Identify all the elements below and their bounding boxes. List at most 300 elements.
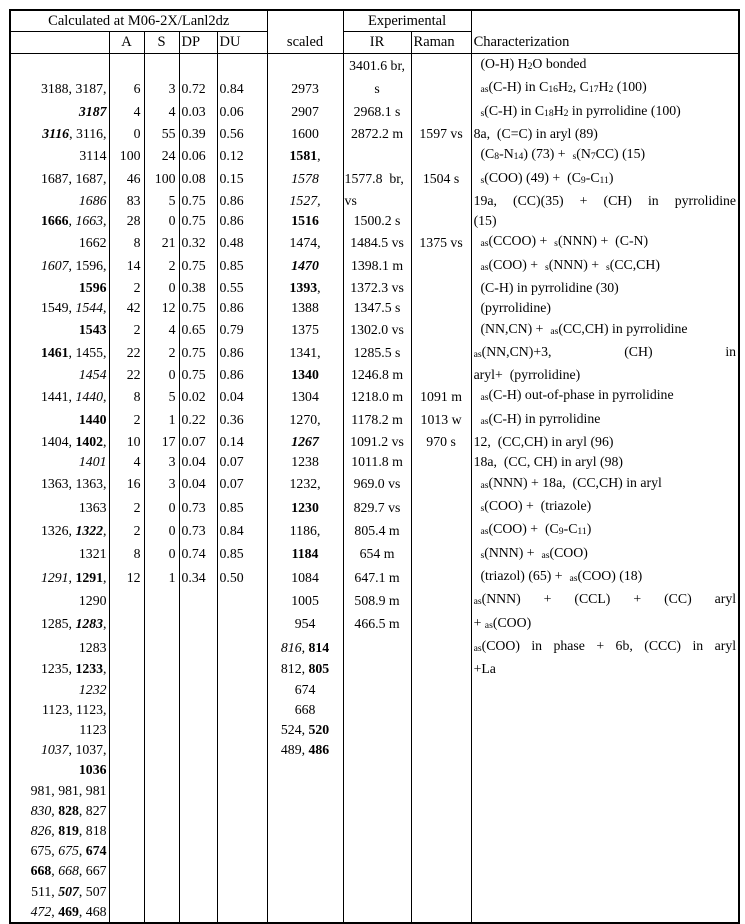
calculated-frequencies-cell: 1037, 1037, bbox=[10, 740, 109, 760]
vibrational-frequency-table bbox=[9, 9, 740, 924]
experimental-ir-cell: 1246.8 m bbox=[343, 365, 411, 385]
characterization-cell: s(COO) + (triazole) bbox=[471, 496, 739, 519]
table-row bbox=[10, 740, 739, 760]
dp-cell: 0.04 bbox=[179, 452, 217, 472]
experimental-ir-cell: 2872.2 m bbox=[343, 124, 411, 144]
calculated-frequencies-cell: 1291, 1291, bbox=[10, 566, 109, 589]
frequency-value: 1340 bbox=[291, 367, 319, 383]
dp-cell bbox=[179, 54, 217, 78]
mode-symbol-subscript: 18 bbox=[544, 107, 554, 119]
scaled-frequency-cell: 1375 bbox=[267, 319, 343, 342]
ir-intensity-a-cell bbox=[109, 636, 144, 659]
mode-symbol-subscript: s bbox=[605, 261, 610, 273]
frequency-value: 1666 bbox=[40, 213, 69, 229]
experimental-ir-cell: 1218.0 m bbox=[343, 385, 411, 408]
ir-intensity-a-cell bbox=[109, 54, 144, 78]
frequency-value: 1454 bbox=[78, 367, 107, 383]
du-cell bbox=[217, 801, 267, 821]
table-row bbox=[10, 77, 739, 100]
characterization-cell: s(NNN) + as(COO) bbox=[471, 543, 739, 566]
ir-intensity-a-cell: 6 bbox=[109, 77, 144, 100]
mode-symbol-subscript: 2 bbox=[567, 84, 573, 96]
experimental-raman-cell bbox=[411, 452, 471, 472]
ir-intensity-a-cell bbox=[109, 613, 144, 636]
table-row bbox=[10, 168, 739, 191]
mode-symbol-subscript: 8 bbox=[494, 151, 500, 163]
experimental-ir-cell bbox=[343, 821, 411, 841]
dp-cell bbox=[179, 636, 217, 659]
mode-symbol-subscript: as bbox=[550, 325, 559, 337]
table-row bbox=[10, 385, 739, 408]
characterization-cell: 12, (CC,CH) in aryl (96) bbox=[471, 432, 739, 452]
calculated-frequencies-cell bbox=[10, 278, 109, 298]
du-cell: 0.04 bbox=[217, 385, 267, 408]
frequency-value: 486 bbox=[308, 742, 330, 758]
scaled-frequency-cell bbox=[267, 760, 343, 780]
mode-symbol-subscript: 11 bbox=[599, 174, 609, 186]
header-row-groups bbox=[10, 10, 739, 32]
characterization-cell bbox=[471, 740, 739, 760]
header-col-a: A bbox=[109, 32, 144, 54]
raman-activity-s-cell bbox=[144, 902, 179, 923]
du-cell bbox=[217, 636, 267, 659]
experimental-raman-cell bbox=[411, 519, 471, 542]
characterization-cell bbox=[471, 700, 739, 720]
ir-intensity-a-cell: 10 bbox=[109, 432, 144, 452]
header-col-ir: IR bbox=[343, 32, 411, 54]
table-row bbox=[10, 760, 739, 780]
table-row bbox=[10, 231, 739, 254]
scaled-frequency-cell: 954 bbox=[267, 613, 343, 636]
calculated-frequencies-cell: 3116, 3116, bbox=[10, 124, 109, 144]
scaled-frequency-cell: 1304 bbox=[267, 385, 343, 408]
raman-activity-s-cell: 3 bbox=[144, 473, 179, 496]
dp-cell: 0.75 bbox=[179, 342, 217, 365]
calculated-frequencies-cell: 1549, 1544, bbox=[10, 298, 109, 318]
calculated-frequencies-cell bbox=[10, 365, 109, 385]
calculated-frequencies-cell: 981, 981, 981 bbox=[10, 781, 109, 801]
table-row bbox=[10, 101, 739, 124]
du-cell bbox=[217, 882, 267, 902]
raman-activity-s-cell: 0 bbox=[144, 278, 179, 298]
scaled-frequency-cell: 1393, bbox=[267, 278, 343, 298]
frequency-value: 1527, bbox=[289, 193, 321, 208]
mode-symbol-subscript: as bbox=[569, 573, 578, 585]
dp-cell bbox=[179, 613, 217, 636]
experimental-raman-cell bbox=[411, 841, 471, 861]
frequency-value: 1230 bbox=[291, 499, 319, 515]
table-row bbox=[10, 680, 739, 700]
ir-intensity-a-cell bbox=[109, 841, 144, 861]
dp-cell: 0.34 bbox=[179, 566, 217, 589]
experimental-ir-cell bbox=[343, 144, 411, 167]
raman-activity-s-cell bbox=[144, 636, 179, 659]
characterization-cell bbox=[471, 801, 739, 821]
table-row bbox=[10, 365, 739, 385]
frequency-value: 1596 bbox=[78, 280, 107, 296]
experimental-raman-cell bbox=[411, 54, 471, 78]
raman-activity-s-cell: 0 bbox=[144, 519, 179, 542]
ir-intensity-a-cell bbox=[109, 781, 144, 801]
experimental-ir-cell: 969.0 vs bbox=[343, 473, 411, 496]
experimental-ir-cell: s bbox=[343, 77, 411, 100]
dp-cell bbox=[179, 589, 217, 612]
du-cell bbox=[217, 760, 267, 780]
header-experimental: Experimental bbox=[343, 10, 471, 32]
ir-intensity-a-cell bbox=[109, 801, 144, 821]
frequency-value: 1686 bbox=[78, 193, 107, 208]
calculated-frequencies-cell: 1283 bbox=[10, 636, 109, 659]
experimental-ir-cell: 1011.8 m bbox=[343, 452, 411, 472]
raman-activity-s-cell bbox=[144, 700, 179, 720]
frequency-value: 1402 bbox=[75, 434, 104, 450]
characterization-cell: s(C-H) in C18H2 in pyrrolidine (100) bbox=[471, 101, 739, 124]
experimental-ir-cell: 1500.2 s bbox=[343, 211, 411, 231]
dp-cell bbox=[179, 821, 217, 841]
experimental-raman-cell bbox=[411, 144, 471, 167]
du-cell: 0.86 bbox=[217, 365, 267, 385]
du-cell: 0.86 bbox=[217, 298, 267, 318]
table-row bbox=[10, 519, 739, 542]
experimental-raman-cell bbox=[411, 861, 471, 881]
calculated-frequencies-cell: 472, 469, 468 bbox=[10, 902, 109, 923]
calculated-frequencies-cell: 3188, 3187, bbox=[10, 77, 109, 100]
raman-activity-s-cell: 55 bbox=[144, 124, 179, 144]
raman-activity-s-cell: 2 bbox=[144, 255, 179, 278]
table-row bbox=[10, 801, 739, 821]
ir-intensity-a-cell: 22 bbox=[109, 342, 144, 365]
scaled-frequency-cell: 1186, bbox=[267, 519, 343, 542]
ir-intensity-a-cell: 4 bbox=[109, 101, 144, 124]
experimental-raman-cell: 1597 vs bbox=[411, 124, 471, 144]
experimental-ir-cell bbox=[343, 861, 411, 881]
header-characterization: Characterization bbox=[471, 10, 739, 54]
du-cell: 0.79 bbox=[217, 319, 267, 342]
frequency-value: 469 bbox=[58, 903, 79, 919]
raman-activity-s-cell bbox=[144, 801, 179, 821]
scaled-frequency-cell bbox=[267, 781, 343, 801]
header-scaled: scaled bbox=[267, 10, 343, 54]
ir-intensity-a-cell: 100 bbox=[109, 144, 144, 167]
mode-symbol-subscript: as bbox=[480, 392, 489, 404]
scaled-frequency-cell: 1388 bbox=[267, 298, 343, 318]
raman-activity-s-cell bbox=[144, 781, 179, 801]
characterization-cell bbox=[471, 861, 739, 881]
table-row bbox=[10, 255, 739, 278]
experimental-raman-cell bbox=[411, 298, 471, 318]
experimental-raman-cell bbox=[411, 659, 471, 679]
raman-activity-s-cell: 12 bbox=[144, 298, 179, 318]
du-cell: 0.85 bbox=[217, 255, 267, 278]
experimental-ir-cell bbox=[343, 659, 411, 679]
table-body bbox=[10, 54, 739, 924]
dp-cell bbox=[179, 801, 217, 821]
dp-cell: 0.22 bbox=[179, 409, 217, 432]
calculated-frequencies-cell: 1441, 1440, bbox=[10, 385, 109, 408]
mode-symbol-subscript: as bbox=[473, 349, 482, 361]
header-col-du: DU bbox=[217, 32, 267, 54]
table-row bbox=[10, 543, 739, 566]
table-row bbox=[10, 54, 739, 78]
calculated-frequencies-cell: 675, 675, 674 bbox=[10, 841, 109, 861]
experimental-raman-cell bbox=[411, 278, 471, 298]
header-col-dp: DP bbox=[179, 32, 217, 54]
dp-cell: 0.72 bbox=[179, 77, 217, 100]
experimental-raman-cell bbox=[411, 902, 471, 923]
mode-symbol-subscript: s bbox=[480, 503, 485, 515]
ir-intensity-a-cell bbox=[109, 882, 144, 902]
scaled-frequency-cell: 1270, bbox=[267, 409, 343, 432]
experimental-raman-cell bbox=[411, 720, 471, 740]
dp-cell: 0.74 bbox=[179, 543, 217, 566]
raman-activity-s-cell bbox=[144, 680, 179, 700]
raman-activity-s-cell: 0 bbox=[144, 365, 179, 385]
du-cell bbox=[217, 680, 267, 700]
table-row bbox=[10, 211, 739, 231]
raman-activity-s-cell: 0 bbox=[144, 211, 179, 231]
du-cell bbox=[217, 613, 267, 636]
du-cell bbox=[217, 902, 267, 923]
mode-symbol-subscript: as bbox=[480, 415, 489, 427]
experimental-raman-cell bbox=[411, 191, 471, 211]
table-row bbox=[10, 342, 739, 365]
du-cell: 0.12 bbox=[217, 144, 267, 167]
experimental-raman-cell bbox=[411, 365, 471, 385]
dp-cell: 0.32 bbox=[179, 231, 217, 254]
calculated-frequencies-cell bbox=[10, 101, 109, 124]
ir-intensity-a-cell bbox=[109, 700, 144, 720]
ir-intensity-a-cell bbox=[109, 902, 144, 923]
experimental-ir-cell: 1302.0 vs bbox=[343, 319, 411, 342]
du-cell bbox=[217, 861, 267, 881]
calculated-frequencies-cell bbox=[10, 680, 109, 700]
frequency-value: 520 bbox=[308, 722, 330, 738]
frequency-value: 1516 bbox=[291, 213, 319, 229]
mode-symbol-subscript: as bbox=[480, 526, 489, 538]
frequency-value: 805 bbox=[308, 661, 330, 677]
frequency-value: 830 bbox=[30, 802, 52, 818]
frequency-value: 1036 bbox=[78, 762, 107, 778]
calculated-frequencies-cell: 1461, 1455, bbox=[10, 342, 109, 365]
mode-symbol-subscript: s bbox=[554, 238, 558, 250]
dp-cell: 0.75 bbox=[179, 255, 217, 278]
ir-intensity-a-cell: 2 bbox=[109, 278, 144, 298]
ir-intensity-a-cell: 8 bbox=[109, 543, 144, 566]
frequency-value: 1470 bbox=[291, 258, 319, 274]
raman-activity-s-cell: 0 bbox=[144, 496, 179, 519]
table-row bbox=[10, 781, 739, 801]
experimental-raman-cell bbox=[411, 319, 471, 342]
calculated-frequencies-cell bbox=[10, 409, 109, 432]
table-row bbox=[10, 432, 739, 452]
dp-cell: 0.08 bbox=[179, 168, 217, 191]
characterization-cell: as(NNN) + 18a, (CC,CH) in aryl bbox=[471, 473, 739, 496]
calculated-frequencies-cell: 668, 668, 667 bbox=[10, 861, 109, 881]
characterization-cell: as(COO) in phase + 6b, (CCC) in aryl bbox=[471, 636, 739, 659]
experimental-raman-cell bbox=[411, 801, 471, 821]
mode-symbol-subscript: 9 bbox=[580, 174, 586, 186]
dp-cell bbox=[179, 902, 217, 923]
experimental-raman-cell bbox=[411, 680, 471, 700]
table-row bbox=[10, 409, 739, 432]
mode-symbol-subscript: 2 bbox=[563, 107, 569, 119]
dp-cell: 0.65 bbox=[179, 319, 217, 342]
raman-activity-s-cell bbox=[144, 720, 179, 740]
experimental-raman-cell bbox=[411, 882, 471, 902]
characterization-cell: + as(COO) bbox=[471, 613, 739, 636]
scaled-frequency-cell bbox=[267, 255, 343, 278]
frequency-value: 472 bbox=[30, 903, 52, 919]
calculated-frequencies-cell: 1363 bbox=[10, 496, 109, 519]
scaled-frequency-cell bbox=[267, 432, 343, 452]
du-cell bbox=[217, 659, 267, 679]
experimental-ir-cell: 1178.2 m bbox=[343, 409, 411, 432]
raman-activity-s-cell: 1 bbox=[144, 409, 179, 432]
calculated-frequencies-cell: 1326, 1322, bbox=[10, 519, 109, 542]
experimental-ir-cell bbox=[343, 760, 411, 780]
characterization-cell: as(COO) + s(NNN) + s(CC,CH) bbox=[471, 255, 739, 278]
dp-cell: 0.73 bbox=[179, 519, 217, 542]
experimental-raman-cell bbox=[411, 821, 471, 841]
experimental-ir-cell bbox=[343, 700, 411, 720]
ir-intensity-a-cell bbox=[109, 861, 144, 881]
experimental-raman-cell bbox=[411, 700, 471, 720]
scaled-frequency-cell: 812, 805 bbox=[267, 659, 343, 679]
du-cell bbox=[217, 54, 267, 78]
characterization-cell: as(C-H) in C16H2, C17H2 (100) bbox=[471, 77, 739, 100]
header-empty-cell bbox=[10, 32, 109, 54]
calculated-frequencies-cell: 511, 507, 507 bbox=[10, 882, 109, 902]
scaled-frequency-cell bbox=[267, 365, 343, 385]
frequency-value: 1663 bbox=[75, 213, 104, 229]
dp-cell bbox=[179, 680, 217, 700]
header-col-raman: Raman bbox=[411, 32, 471, 54]
scaled-frequency-cell: 816, 814 bbox=[267, 636, 343, 659]
mode-symbol-subscript: s bbox=[572, 151, 577, 163]
ir-intensity-a-cell: 14 bbox=[109, 255, 144, 278]
raman-activity-s-cell bbox=[144, 613, 179, 636]
scaled-frequency-cell bbox=[267, 211, 343, 231]
frequency-value: 1291 bbox=[75, 569, 104, 585]
du-cell: 0.50 bbox=[217, 566, 267, 589]
raman-activity-s-cell: 3 bbox=[144, 452, 179, 472]
dp-cell bbox=[179, 720, 217, 740]
experimental-ir-cell bbox=[343, 841, 411, 861]
du-cell: 0.85 bbox=[217, 543, 267, 566]
experimental-raman-cell: 1504 s bbox=[411, 168, 471, 191]
raman-activity-s-cell: 5 bbox=[144, 385, 179, 408]
ir-intensity-a-cell bbox=[109, 760, 144, 780]
dp-cell: 0.75 bbox=[179, 211, 217, 231]
characterization-cell: (pyrrolidine) bbox=[471, 298, 739, 318]
raman-activity-s-cell: 3 bbox=[144, 77, 179, 100]
table-row bbox=[10, 861, 739, 881]
dp-cell: 0.38 bbox=[179, 278, 217, 298]
ir-intensity-a-cell: 0 bbox=[109, 124, 144, 144]
dp-cell bbox=[179, 700, 217, 720]
scaled-frequency-cell: 1341, bbox=[267, 342, 343, 365]
frequency-value: 1184 bbox=[291, 546, 319, 562]
frequency-value: 814 bbox=[308, 639, 330, 655]
experimental-raman-cell bbox=[411, 77, 471, 100]
mode-symbol-subscript: as bbox=[480, 84, 489, 96]
characterization-cell: 19a, (CC)(35) + (CH) in pyrrolidine bbox=[471, 191, 739, 211]
experimental-ir-cell bbox=[343, 801, 411, 821]
experimental-raman-cell bbox=[411, 255, 471, 278]
scaled-frequency-cell bbox=[267, 882, 343, 902]
du-cell: 0.86 bbox=[217, 191, 267, 211]
experimental-ir-cell: 1577.8 br, bbox=[343, 168, 411, 191]
characterization-cell bbox=[471, 720, 739, 740]
characterization-cell: as(C-H) in pyrrolidine bbox=[471, 409, 739, 432]
frequency-value: 1283 bbox=[75, 616, 104, 632]
du-cell: 0.86 bbox=[217, 211, 267, 231]
ir-intensity-a-cell bbox=[109, 589, 144, 612]
table-row bbox=[10, 720, 739, 740]
dp-cell bbox=[179, 659, 217, 679]
ir-intensity-a-cell bbox=[109, 821, 144, 841]
raman-activity-s-cell: 17 bbox=[144, 432, 179, 452]
raman-activity-s-cell: 2 bbox=[144, 342, 179, 365]
mode-symbol-subscript: as bbox=[473, 596, 482, 608]
characterization-cell bbox=[471, 680, 739, 700]
characterization-cell: (15) bbox=[471, 211, 739, 231]
experimental-raman-cell bbox=[411, 496, 471, 519]
du-cell: 0.06 bbox=[217, 101, 267, 124]
calculated-frequencies-cell: 826, 819, 818 bbox=[10, 821, 109, 841]
characterization-cell: as(NN,CN)+3, (CH) in bbox=[471, 342, 739, 365]
mode-symbol-subscript: 9 bbox=[558, 526, 564, 538]
du-cell: 0.85 bbox=[217, 496, 267, 519]
frequency-value: 1440 bbox=[75, 389, 104, 405]
raman-activity-s-cell bbox=[144, 659, 179, 679]
experimental-raman-cell bbox=[411, 589, 471, 612]
characterization-cell: as(NNN) + (CCL) + (CC) aryl bbox=[471, 589, 739, 612]
calculated-frequencies-cell: 1285, 1283, bbox=[10, 613, 109, 636]
frequency-value: 1037 bbox=[40, 742, 69, 758]
frequency-value: 507 bbox=[58, 883, 79, 899]
frequency-value: 1581 bbox=[289, 147, 318, 163]
experimental-ir-cell bbox=[343, 882, 411, 902]
calculated-frequencies-cell: 1363, 1363, bbox=[10, 473, 109, 496]
characterization-cell: as(C-H) out-of-phase in pyrrolidine bbox=[471, 385, 739, 408]
experimental-raman-cell bbox=[411, 781, 471, 801]
raman-activity-s-cell: 5 bbox=[144, 191, 179, 211]
characterization-cell: (triazol) (65) + as(COO) (18) bbox=[471, 566, 739, 589]
scaled-frequency-cell: 1005 bbox=[267, 589, 343, 612]
ir-intensity-a-cell: 4 bbox=[109, 452, 144, 472]
raman-activity-s-cell: 21 bbox=[144, 231, 179, 254]
characterization-cell bbox=[471, 760, 739, 780]
ir-intensity-a-cell: 8 bbox=[109, 231, 144, 254]
scaled-frequency-cell: 1474, bbox=[267, 231, 343, 254]
frequency-value: 675 bbox=[58, 843, 79, 859]
ir-intensity-a-cell: 2 bbox=[109, 409, 144, 432]
frequency-value: 3187 bbox=[78, 104, 107, 120]
experimental-raman-cell bbox=[411, 342, 471, 365]
dp-cell: 0.39 bbox=[179, 124, 217, 144]
calculated-frequencies-cell: 1321 bbox=[10, 543, 109, 566]
raman-activity-s-cell: 1 bbox=[144, 566, 179, 589]
dp-cell bbox=[179, 740, 217, 760]
experimental-ir-cell bbox=[343, 902, 411, 923]
ir-intensity-a-cell: 22 bbox=[109, 365, 144, 385]
dp-cell bbox=[179, 882, 217, 902]
calculated-frequencies-cell bbox=[10, 191, 109, 211]
ir-intensity-a-cell bbox=[109, 659, 144, 679]
scaled-frequency-cell: 1581, bbox=[267, 144, 343, 167]
frequency-value: 668 bbox=[30, 863, 52, 879]
